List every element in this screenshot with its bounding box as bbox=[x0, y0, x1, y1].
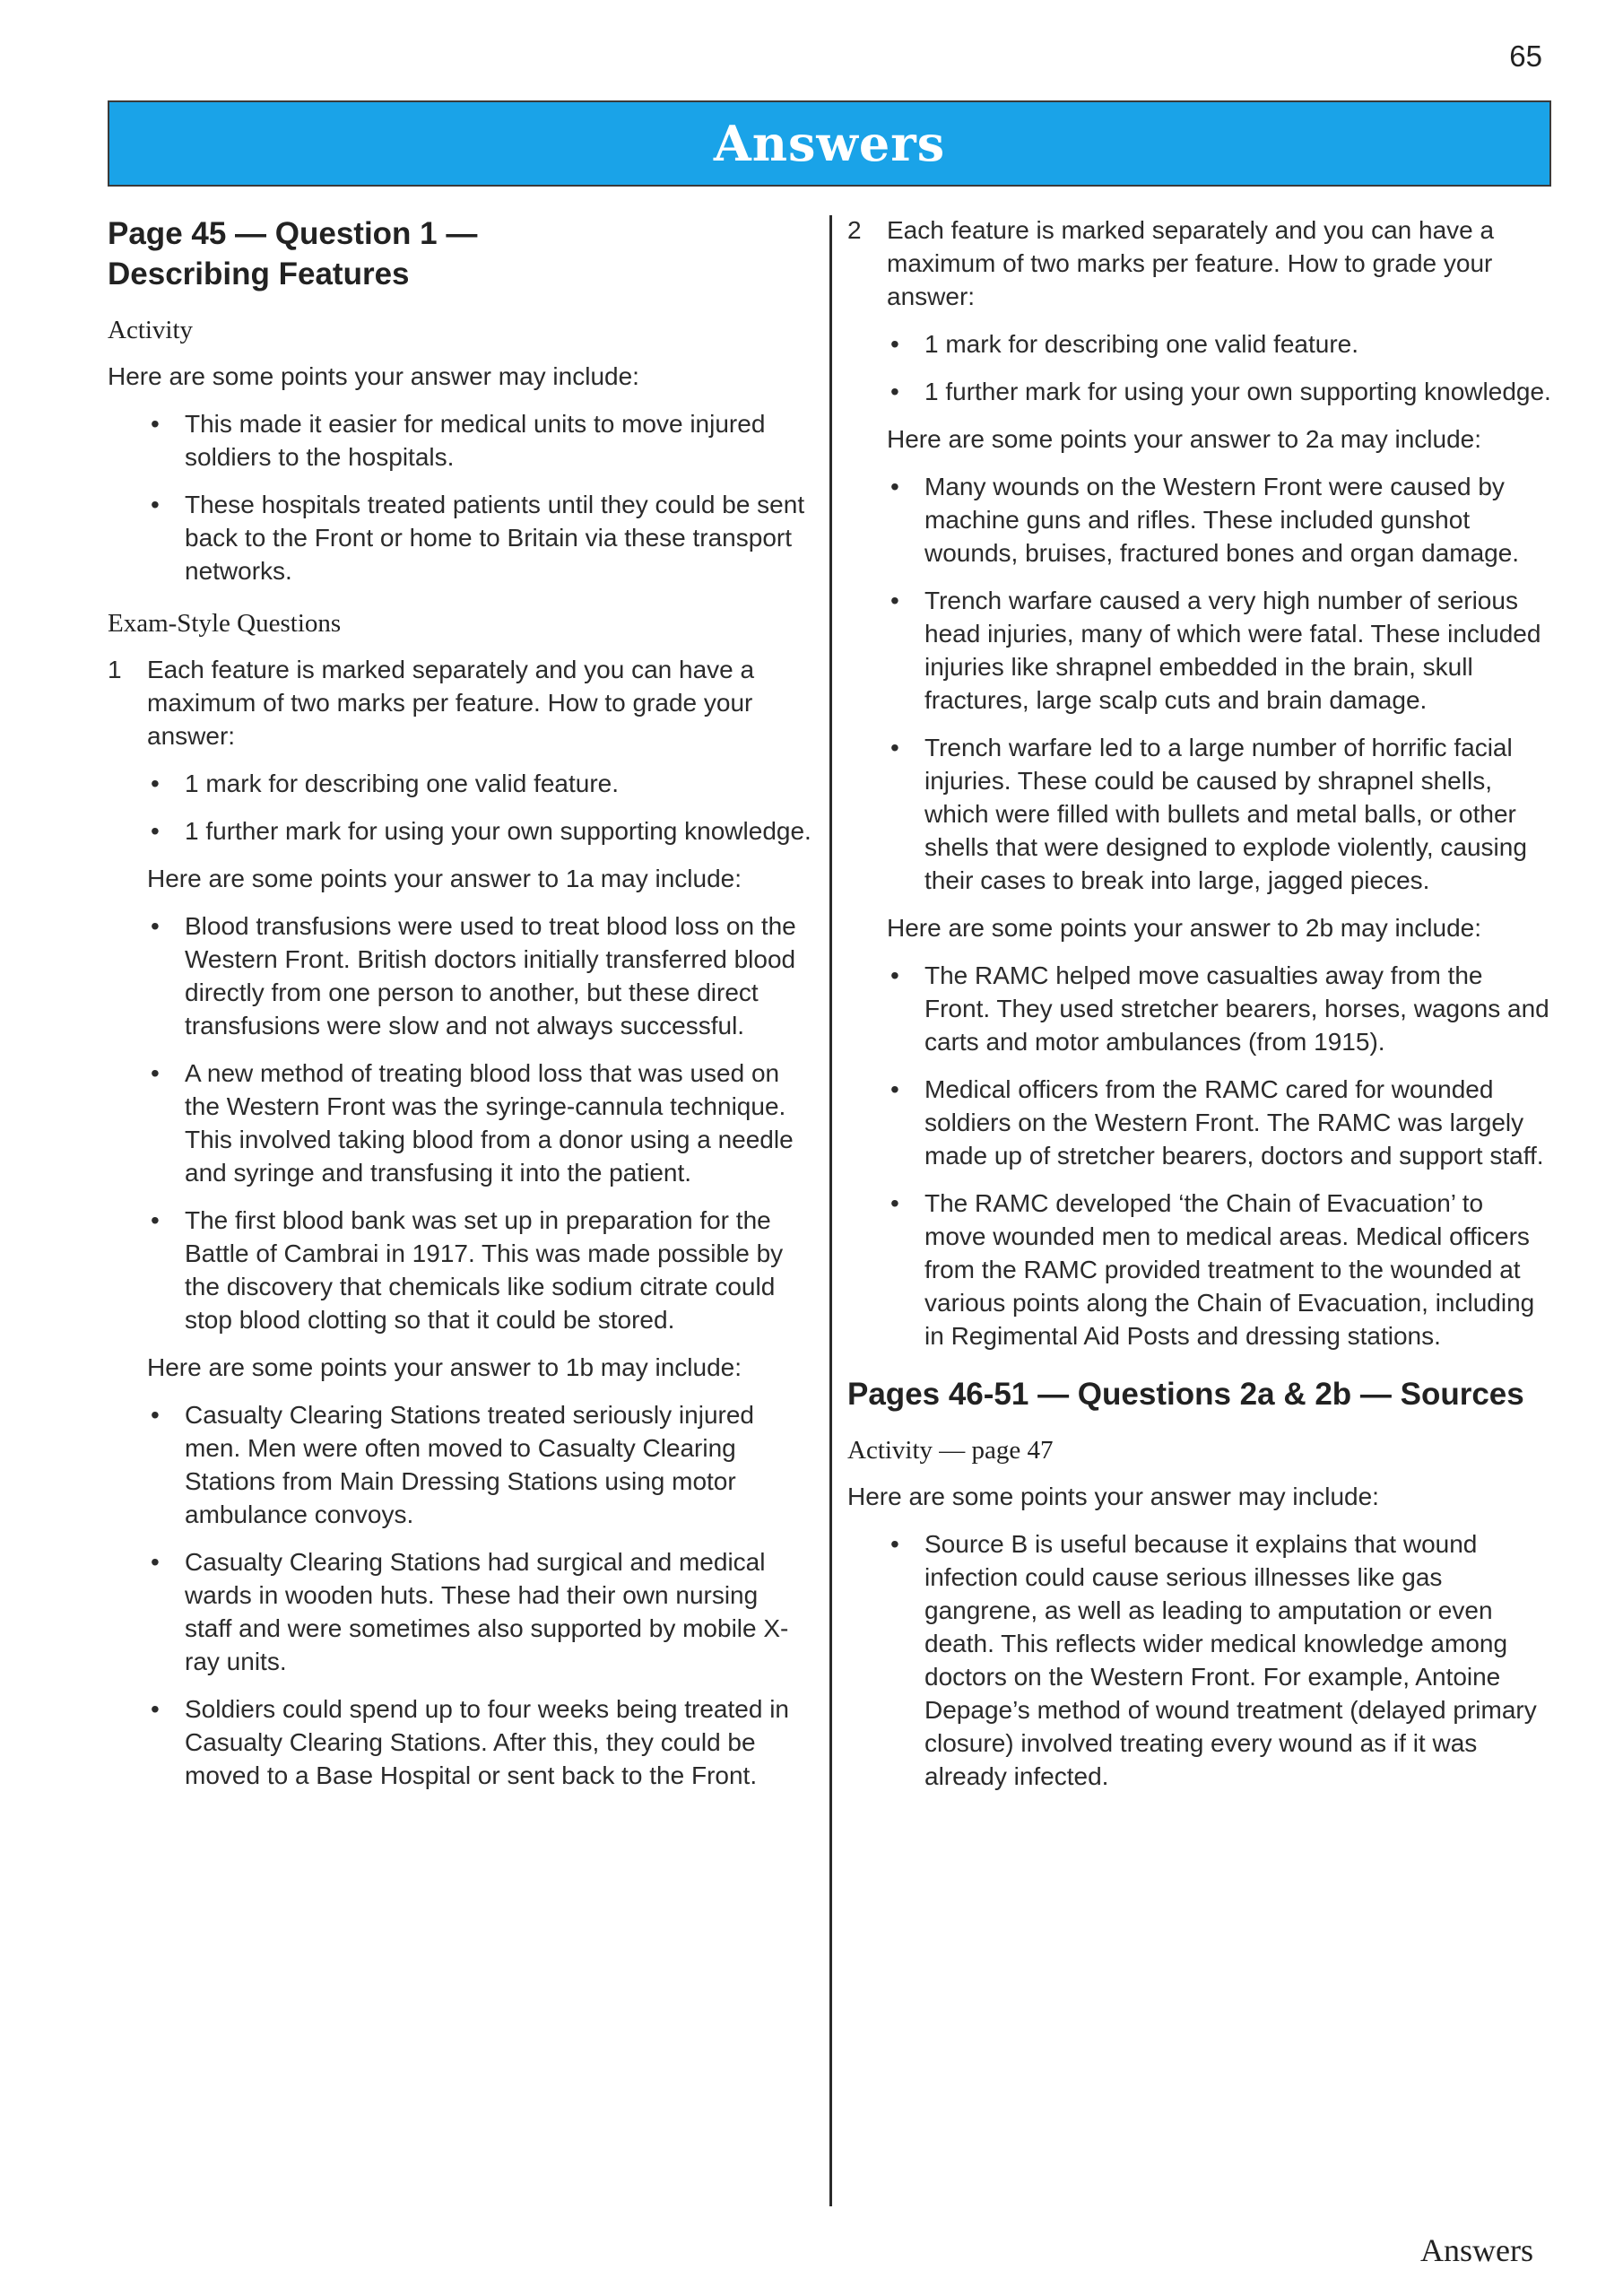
list-item: • A new method of treating blood loss that was used on the Western Front was the syringe-cannula technique. This involved taking blood from a donor using a needle and syringe and transfusing it into the patient. bbox=[147, 1057, 812, 1189]
question-2 bbox=[847, 213, 1551, 1352]
list-item: • Medical officers from the RAMC cared for wounded soldiers on the Western Front. The RAMC was largely made up of stretcher bearers, doctors and support staff. bbox=[887, 1073, 1551, 1172]
question-2a-points bbox=[887, 470, 1551, 897]
list-item: • The first blood bank was set up in preparation for the Battle of Cambrai in 1917. This was made possible by the discovery that chemicals like sodium citrate could stop blood clotting so that it could be stored. bbox=[147, 1204, 812, 1336]
question-1b-points bbox=[147, 1398, 812, 1792]
heading-line-2: Describing Features bbox=[108, 257, 410, 291]
right-column bbox=[847, 213, 1551, 1807]
list-item: • Blood transfusions were used to treat blood loss on the Western Front. British doctors initially transferred blood directly from one person to another, but these direct transfusions were slow and not always successful. bbox=[147, 909, 812, 1042]
exam-style-heading: Exam-Style Questions bbox=[108, 609, 342, 638]
page-number: 65 bbox=[1509, 39, 1542, 73]
question-2b-points bbox=[887, 959, 1551, 1352]
section-heading-sources: Pages 46-51 — Questions 2a & 2b — Sources bbox=[847, 1377, 1524, 1412]
list-item: • The RAMC developed ‘the Chain of Evacuation’ to move wounded men to medical areas. Medical officers from the RAMC provided treatment to the wounded at various points along the Chain of Evacuation, including in Regimental Aid Posts and dressing stations. bbox=[887, 1187, 1551, 1352]
answers-banner bbox=[108, 100, 1551, 187]
list-item: • Casualty Clearing Stations treated seriously injured men. Men were often moved to Casualty Clearing Stations from Main Dressing Stations using motor ambulance convoys. bbox=[147, 1398, 812, 1531]
question-1a-points bbox=[147, 909, 812, 1336]
activity-heading: Activity bbox=[108, 316, 194, 344]
list-item: • 1 further mark for using your own supporting knowledge. bbox=[887, 375, 1551, 408]
question-2b-intro: Here are some points your answer to 2b may include: bbox=[887, 914, 1481, 942]
sources-points bbox=[847, 1527, 1551, 1793]
list-item: • Source B is useful because it explains that wound infection could cause serious illnesses like gas gangrene, as well as leading to amputation or even death. This reflects wider medical knowledge among doctors on the Western Front. For example, Antoine Depage’s method of wound treatment (delayed primary closure) involved treating every wound as if it was already infected. bbox=[887, 1527, 1551, 1793]
question-2-grading bbox=[887, 327, 1551, 408]
sources-intro: Here are some points your answer may include: bbox=[847, 1483, 1379, 1510]
list-item: • Soldiers could spend up to four weeks being treated in Casualty Clearing Stations. After this, they could be moved to a Base Hospital or sent back to the Front. bbox=[147, 1692, 812, 1792]
list-item: • Trench warfare caused a very high number of serious head injuries, many of which were fatal. These included injuries like shrapnel embedded in the brain, skull fractures, large scalp cuts and brain damage. bbox=[887, 584, 1551, 717]
sources-activity-heading: Activity — page 47 bbox=[847, 1436, 1054, 1465]
question-2-block bbox=[847, 213, 1551, 1352]
list-item: • Casualty Clearing Stations had surgical and medical wards in wooden huts. These had their own nursing staff and were sometimes also supported by mobile X-ray units. bbox=[147, 1545, 812, 1678]
list-item: • Many wounds on the Western Front were caused by machine guns and rifles. These included gunshot wounds, bruises, fractured bones and organ damage. bbox=[887, 470, 1551, 570]
question-number: 1 bbox=[108, 656, 122, 683]
list-item: • Trench warfare led to a large number of horrific facial injuries. These could be caused by shrapnel shells, which were filled with bullets and metal balls, or other shells that were designed to explode violently, causing their cases to break into large, jagged pieces. bbox=[887, 731, 1551, 897]
question-number: 2 bbox=[847, 216, 862, 244]
column-divider bbox=[829, 215, 832, 2206]
list-item: • 1 mark for describing one valid feature. bbox=[887, 327, 1551, 361]
question-1-grading bbox=[147, 767, 812, 848]
question-1a-intro: Here are some points your answer to 1a may include: bbox=[147, 865, 742, 892]
list-item: • The RAMC helped move casualties away from the Front. They used stretcher bearers, horses, wagons and carts and motor ambulances (from 1915). bbox=[887, 959, 1551, 1058]
question-1-block bbox=[108, 653, 812, 1792]
question-1-intro: Each feature is marked separately and you can have a maximum of two marks per feature. How to grade your answer: bbox=[147, 656, 755, 750]
section-heading-question-1 bbox=[108, 213, 812, 294]
left-column bbox=[108, 213, 812, 1806]
footer-label: Answers bbox=[1420, 2232, 1533, 2268]
question-1b-intro: Here are some points your answer to 1b may include: bbox=[147, 1353, 742, 1381]
list-item: • 1 further mark for using your own supporting knowledge. bbox=[147, 814, 812, 848]
banner-title: Answers bbox=[713, 115, 946, 172]
activity-intro: Here are some points your answer may include: bbox=[108, 362, 639, 390]
question-2a-intro: Here are some points your answer to 2a may include: bbox=[887, 425, 1481, 453]
question-2-intro: Each feature is marked separately and you can have a maximum of two marks per feature. How to grade your answer: bbox=[887, 216, 1495, 310]
heading-line-1: Page 45 — Question 1 — bbox=[108, 216, 478, 251]
question-1 bbox=[108, 653, 812, 1792]
activity-points bbox=[108, 407, 812, 587]
list-item: • This made it easier for medical units to move injured soldiers to the hospitals. bbox=[147, 407, 812, 474]
list-item: • 1 mark for describing one valid feature. bbox=[147, 767, 812, 800]
list-item: • These hospitals treated patients until they could be sent back to the Front or home to Britain via these transport networks. bbox=[147, 488, 812, 587]
